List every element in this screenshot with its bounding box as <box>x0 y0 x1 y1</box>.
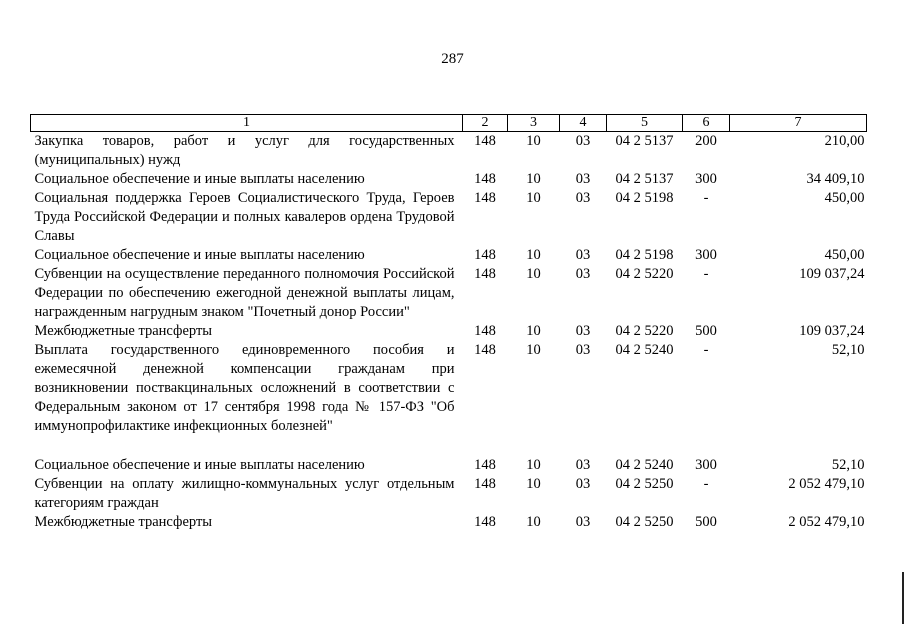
row-amount: 450,00 <box>824 190 865 206</box>
table-body <box>31 132 867 533</box>
row-col3: 10 <box>526 190 541 206</box>
column-header-6: 6 <box>683 115 730 132</box>
spacer-row <box>31 436 867 456</box>
table-row <box>31 341 867 436</box>
row-name: Межбюджетные трансферты <box>34 323 213 339</box>
row-amount: 2 052 479,10 <box>788 514 865 530</box>
column-header-2: 2 <box>463 115 508 132</box>
table-row <box>31 513 867 532</box>
row-col6: 200 <box>695 133 717 149</box>
row-col2: 148 <box>474 476 496 492</box>
header-row <box>31 115 867 132</box>
row-col2: 148 <box>474 247 496 263</box>
row-col4: 03 <box>575 514 591 530</box>
scan-edge-line <box>902 572 904 624</box>
row-col3: 10 <box>526 514 541 530</box>
row-name: Закупка товаров, работ и услуг для государственных (муниципальных) нужд <box>34 133 455 168</box>
row-col3: 10 <box>526 133 541 149</box>
column-header-1: 1 <box>31 115 463 132</box>
row-col6: 300 <box>695 457 717 473</box>
row-amount: 52,10 <box>831 457 865 473</box>
row-col3: 10 <box>526 266 541 282</box>
row-amount: 450,00 <box>824 247 865 263</box>
row-amount: 109 037,24 <box>799 266 865 282</box>
row-col5: 04 2 5198 <box>615 190 674 206</box>
row-col4: 03 <box>575 457 591 473</box>
row-col6: 500 <box>695 514 717 530</box>
table-row <box>31 456 867 475</box>
row-col3: 10 <box>526 476 541 492</box>
table-row <box>31 265 867 322</box>
row-col2: 148 <box>474 171 496 187</box>
row-col4: 03 <box>575 323 591 339</box>
row-col6: - <box>703 190 709 206</box>
row-name: Социальное обеспечение и иные выплаты населению <box>34 457 365 473</box>
row-col2: 148 <box>474 266 496 282</box>
row-col5: 04 2 5240 <box>615 457 674 473</box>
spacer-cell <box>31 436 867 456</box>
row-name: Социальное обеспечение и иные выплаты населению <box>34 247 365 263</box>
row-col2: 148 <box>474 323 496 339</box>
table-row <box>31 246 867 265</box>
table-row <box>31 475 867 513</box>
row-col3: 10 <box>526 342 541 358</box>
budget-table <box>30 114 867 532</box>
row-col3: 10 <box>526 457 541 473</box>
row-name: Субвенции на осуществление переданного полномочия Российской Федерации по обеспечению ежегодной денежной выплаты лицам, награжденным нагрудным знаком "Почетный донор России" <box>34 266 455 320</box>
row-col6: - <box>703 476 709 492</box>
row-col6: 300 <box>695 171 717 187</box>
row-col5: 04 2 5137 <box>615 171 674 187</box>
row-col2: 148 <box>474 133 496 149</box>
row-name: Субвенции на оплату жилищно-коммунальных услуг отдельным категориям граждан <box>34 476 455 511</box>
row-name: Социальная поддержка Героев Социалистического Труда, Героев Труда Российской Федерации и полных кавалеров ордена Трудовой Славы <box>34 190 455 244</box>
row-name: Выплата государственного единовременного пособия и ежемесячной денежной компенсации гражданам при возникновении поствакцинальных осложнений в соответствии с Федеральным законом от 17 сентября 1998 года № 157-ФЗ "Об иммунопрофилактике инфекционных болезней" <box>34 342 455 434</box>
column-header-3: 3 <box>508 115 560 132</box>
row-col6: - <box>703 342 709 358</box>
row-col3: 10 <box>526 247 541 263</box>
row-col6: - <box>703 266 709 282</box>
row-col4: 03 <box>575 476 591 492</box>
row-name: Социальное обеспечение и иные выплаты населению <box>34 171 365 187</box>
row-col5: 04 2 5250 <box>615 476 674 492</box>
row-amount: 2 052 479,10 <box>788 476 865 492</box>
row-col4: 03 <box>575 266 591 282</box>
row-col4: 03 <box>575 133 591 149</box>
row-col5: 04 2 5137 <box>615 133 674 149</box>
row-col2: 148 <box>474 457 496 473</box>
row-amount: 109 037,24 <box>799 323 865 339</box>
column-header-5: 5 <box>607 115 683 132</box>
row-col5: 04 2 5240 <box>615 342 674 358</box>
row-col4: 03 <box>575 171 591 187</box>
row-amount: 210,00 <box>824 133 865 149</box>
row-col4: 03 <box>575 247 591 263</box>
row-name: Межбюджетные трансферты <box>34 514 213 530</box>
row-col2: 148 <box>474 190 496 206</box>
column-header-7: 7 <box>730 115 867 132</box>
column-header-4: 4 <box>560 115 607 132</box>
row-col2: 148 <box>474 342 496 358</box>
row-col6: 500 <box>695 323 717 339</box>
table-row <box>31 170 867 189</box>
row-col5: 04 2 5220 <box>615 323 674 339</box>
row-amount: 52,10 <box>831 342 865 358</box>
table-row <box>31 189 867 246</box>
table-row <box>31 132 867 171</box>
row-col5: 04 2 5220 <box>615 266 674 282</box>
row-col2: 148 <box>474 514 496 530</box>
row-col5: 04 2 5198 <box>615 247 674 263</box>
row-col5: 04 2 5250 <box>615 514 674 530</box>
table-row <box>31 322 867 341</box>
row-col3: 10 <box>526 323 541 339</box>
row-amount: 34 409,10 <box>806 171 865 187</box>
table-header <box>31 115 867 132</box>
page-number: 287 <box>441 51 464 67</box>
row-col6: 300 <box>695 247 717 263</box>
row-col4: 03 <box>575 342 591 358</box>
row-col4: 03 <box>575 190 591 206</box>
row-col3: 10 <box>526 171 541 187</box>
